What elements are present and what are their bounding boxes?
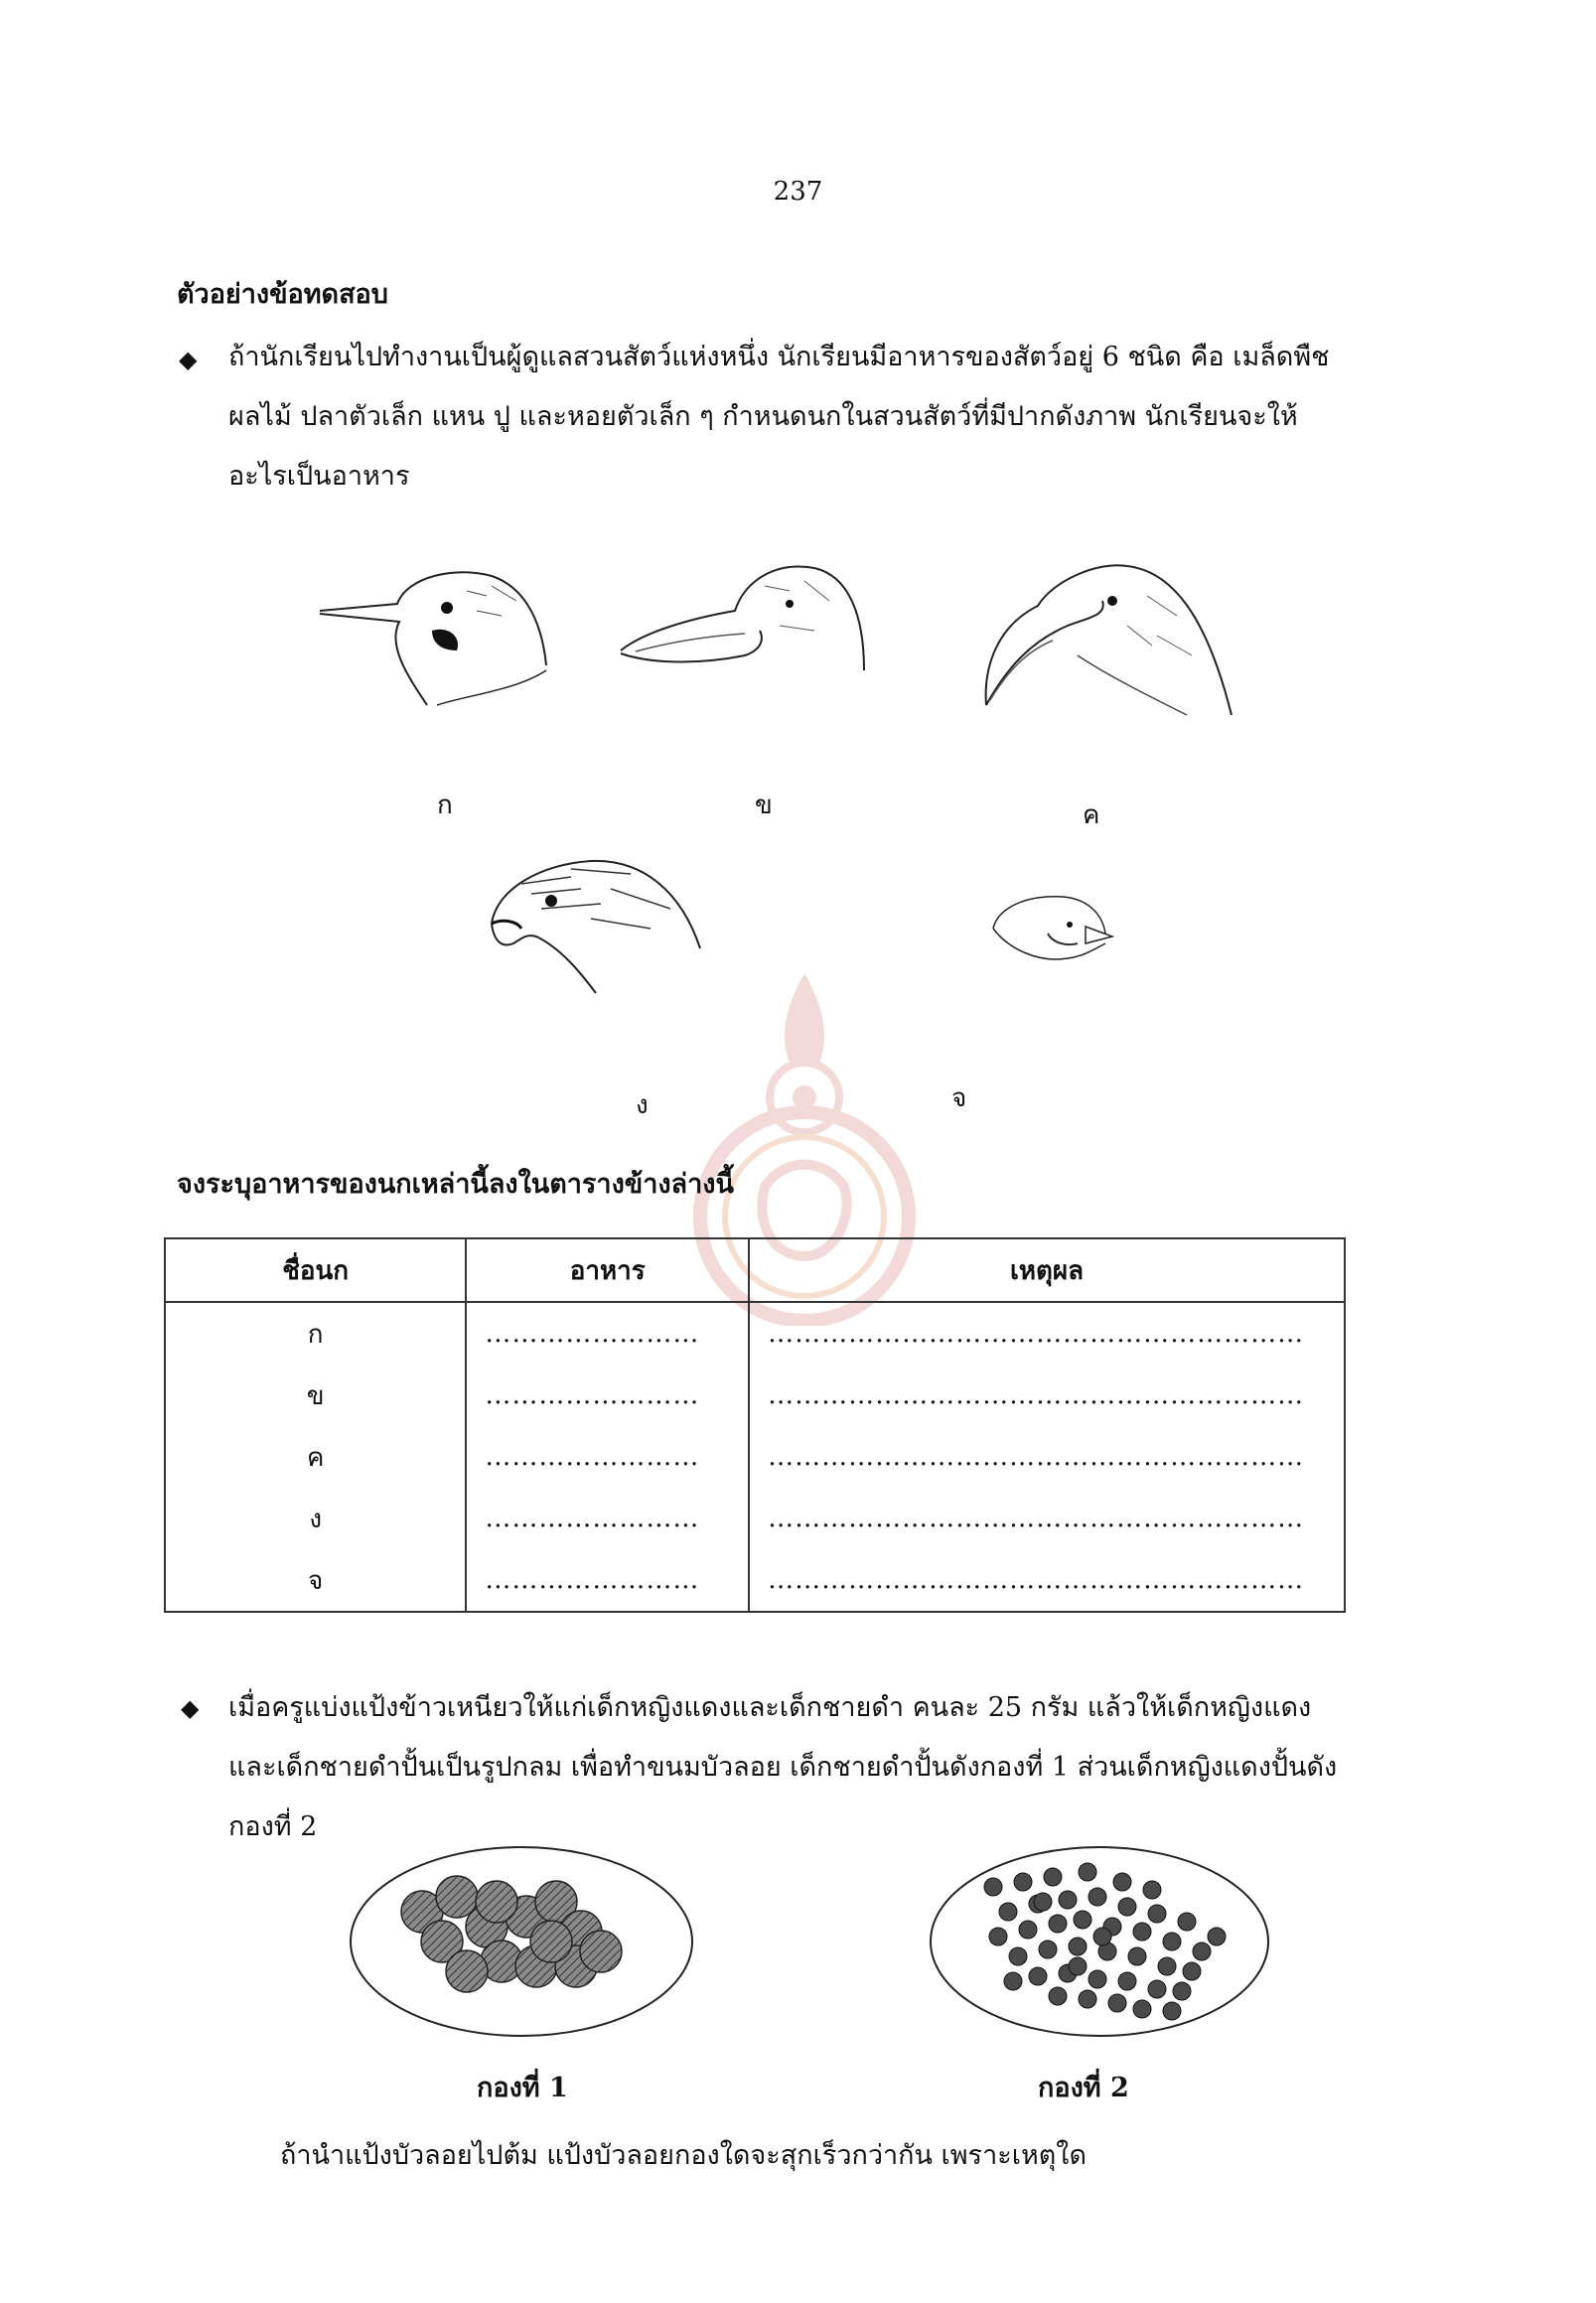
bird-name-cell: ค — [165, 1426, 466, 1488]
small-dough-ball — [1148, 1905, 1166, 1923]
small-dough-ball — [1009, 1947, 1027, 1965]
bird-food-table — [164, 1237, 1346, 1613]
final-question: ถ้านำแป้งบัวลอยไปต้ม แป้งบัวลอยกองใดจะสุกเร็วกว่ากัน เพราะเหตุใด — [280, 2140, 1088, 2171]
small-dough-ball — [1113, 1873, 1131, 1891]
table-row — [165, 1488, 1345, 1549]
pile-1-illustration — [348, 1842, 695, 2041]
small-dough-ball — [1158, 1957, 1176, 1975]
small-dough-ball — [1118, 1972, 1136, 1990]
food-blank[interactable]: …………………… — [466, 1488, 749, 1549]
small-dough-ball — [999, 1903, 1017, 1921]
small-dough-ball — [1034, 1893, 1052, 1911]
table-header-row — [165, 1238, 1345, 1302]
small-dough-ball — [984, 1878, 1002, 1896]
page-number: 237 — [773, 177, 823, 207]
small-dough-ball — [1133, 2000, 1151, 2018]
small-dough-ball — [989, 1928, 1007, 1945]
bird-label-e: จ — [951, 1083, 967, 1113]
small-dough-ball — [1148, 1980, 1166, 1998]
small-dough-ball — [1069, 1957, 1087, 1975]
small-dough-ball — [1039, 1941, 1057, 1958]
small-dough-ball — [1108, 1994, 1126, 2012]
reason-blank[interactable]: …………………………………………………… — [749, 1488, 1345, 1549]
small-dough-ball — [1128, 1947, 1146, 1965]
food-blank[interactable]: …………………… — [466, 1426, 749, 1488]
reason-blank[interactable]: …………………………………………………… — [749, 1549, 1345, 1612]
small-dough-ball — [1093, 1928, 1111, 1945]
small-dough-ball — [1074, 1911, 1091, 1929]
small-dough-ball — [1014, 1873, 1032, 1891]
food-blank[interactable]: …………………… — [466, 1365, 749, 1426]
small-dough-ball — [1163, 2002, 1181, 2020]
question-1-line-1: ถ้านักเรียนไปทำงานเป็นผู้ดูแลสวนสัตว์แห่งหนึ่ง นักเรียนมีอาหารของสัตว์อยู่ 6 ชนิด คือ เมล็ดพืช — [228, 342, 1330, 372]
large-dough-ball — [476, 1881, 517, 1923]
bird-label-b: ข — [755, 791, 773, 820]
small-dough-ball — [1143, 1881, 1161, 1899]
small-dough-ball — [1059, 1891, 1077, 1909]
section-heading: ตัวอย่างข้อทดสอบ — [177, 279, 388, 310]
food-blank[interactable]: …………………… — [466, 1302, 749, 1365]
table-row — [165, 1426, 1345, 1488]
bullet-diamond-icon: ◆ — [179, 346, 198, 373]
small-dough-ball — [1069, 1938, 1087, 1955]
bird-head-a-illustration — [318, 556, 556, 715]
small-dough-ball — [1044, 1868, 1062, 1886]
small-dough-ball — [1118, 1898, 1136, 1916]
small-dough-ball — [1088, 1970, 1106, 1988]
header-food: อาหาร — [466, 1238, 749, 1302]
table-row — [165, 1549, 1345, 1612]
header-bird-name: ชื่อนก — [165, 1238, 466, 1302]
large-dough-ball — [530, 1921, 572, 1962]
reason-blank[interactable]: …………………………………………………… — [749, 1302, 1345, 1365]
food-blank[interactable]: …………………… — [466, 1549, 749, 1612]
bird-label-c: ค — [1083, 800, 1100, 830]
small-dough-ball — [1173, 1982, 1191, 2000]
bird-head-e-illustration — [988, 889, 1117, 973]
pile-2-label: กองที่ 2 — [1038, 2073, 1129, 2103]
small-dough-ball — [1079, 1990, 1096, 2008]
reason-blank[interactable]: …………………………………………………… — [749, 1426, 1345, 1488]
pile-1-label: กองที่ 1 — [477, 2073, 568, 2103]
small-dough-ball — [1004, 1972, 1022, 1990]
header-reason: เหตุผล — [749, 1238, 1345, 1302]
question-2-line-3: กองที่ 2 — [228, 1811, 318, 1842]
table-row — [165, 1302, 1345, 1365]
large-dough-ball — [580, 1931, 622, 1972]
small-dough-ball — [1049, 1915, 1067, 1933]
bird-name-cell: จ — [165, 1549, 466, 1612]
small-dough-ball — [1029, 1967, 1047, 1985]
bird-head-c-illustration — [978, 556, 1236, 730]
question-2-line-1: เมื่อครูแบ่งแป้งข้าวเหนียวให้แก่เด็กหญิงแดงและเด็กชายดำ คนละ 25 กรัม แล้วให้เด็กหญิงแดง — [228, 1692, 1312, 1723]
small-dough-ball — [1193, 1943, 1211, 1960]
large-dough-ball — [446, 1950, 488, 1992]
table-instruction: จงระบุอาหารของนกเหล่านี้ลงในตารางข้างล่างนี้ — [177, 1169, 734, 1200]
bullet-diamond-icon: ◆ — [181, 1694, 200, 1722]
question-2-text — [228, 1678, 1420, 1857]
table-row — [165, 1365, 1345, 1426]
question-1-text — [228, 328, 1400, 506]
pile-2-illustration — [929, 1842, 1271, 2041]
question-2-line-2: และเด็กชายดำปั้นเป็นรูปกลม เพื่อทำขนมบัวลอย เด็กชายดำปั้นดังกองที่ 1 ส่วนเด็กหญิงแดงปั้นดัง — [228, 1752, 1338, 1783]
bird-name-cell: ข — [165, 1365, 466, 1426]
small-dough-ball — [1183, 1962, 1201, 1980]
small-dough-ball — [1088, 1888, 1106, 1906]
small-dough-ball — [1049, 1987, 1067, 2005]
small-dough-ball — [1019, 1921, 1037, 1939]
question-1-line-3: อะไรเป็นอาหาร — [228, 461, 410, 492]
bird-name-cell: ง — [165, 1488, 466, 1549]
bird-head-b-illustration — [616, 556, 874, 685]
small-dough-ball — [1208, 1928, 1226, 1945]
small-dough-ball — [1163, 1933, 1181, 1950]
small-dough-ball — [1178, 1913, 1196, 1931]
question-1-line-2: ผลไม้ ปลาตัวเล็ก แหน ปู และหอยตัวเล็ก ๆ กำหนดนกในสวนสัตว์ที่มีปากดังภาพ นักเรียนจะให้ — [228, 401, 1298, 432]
bird-label-a: ก — [437, 791, 453, 820]
small-dough-ball — [1079, 1863, 1096, 1881]
reason-blank[interactable]: …………………………………………………… — [749, 1365, 1345, 1426]
bird-label-d: ง — [636, 1090, 649, 1120]
bird-name-cell: ก — [165, 1302, 466, 1365]
small-dough-ball — [1133, 1923, 1151, 1941]
